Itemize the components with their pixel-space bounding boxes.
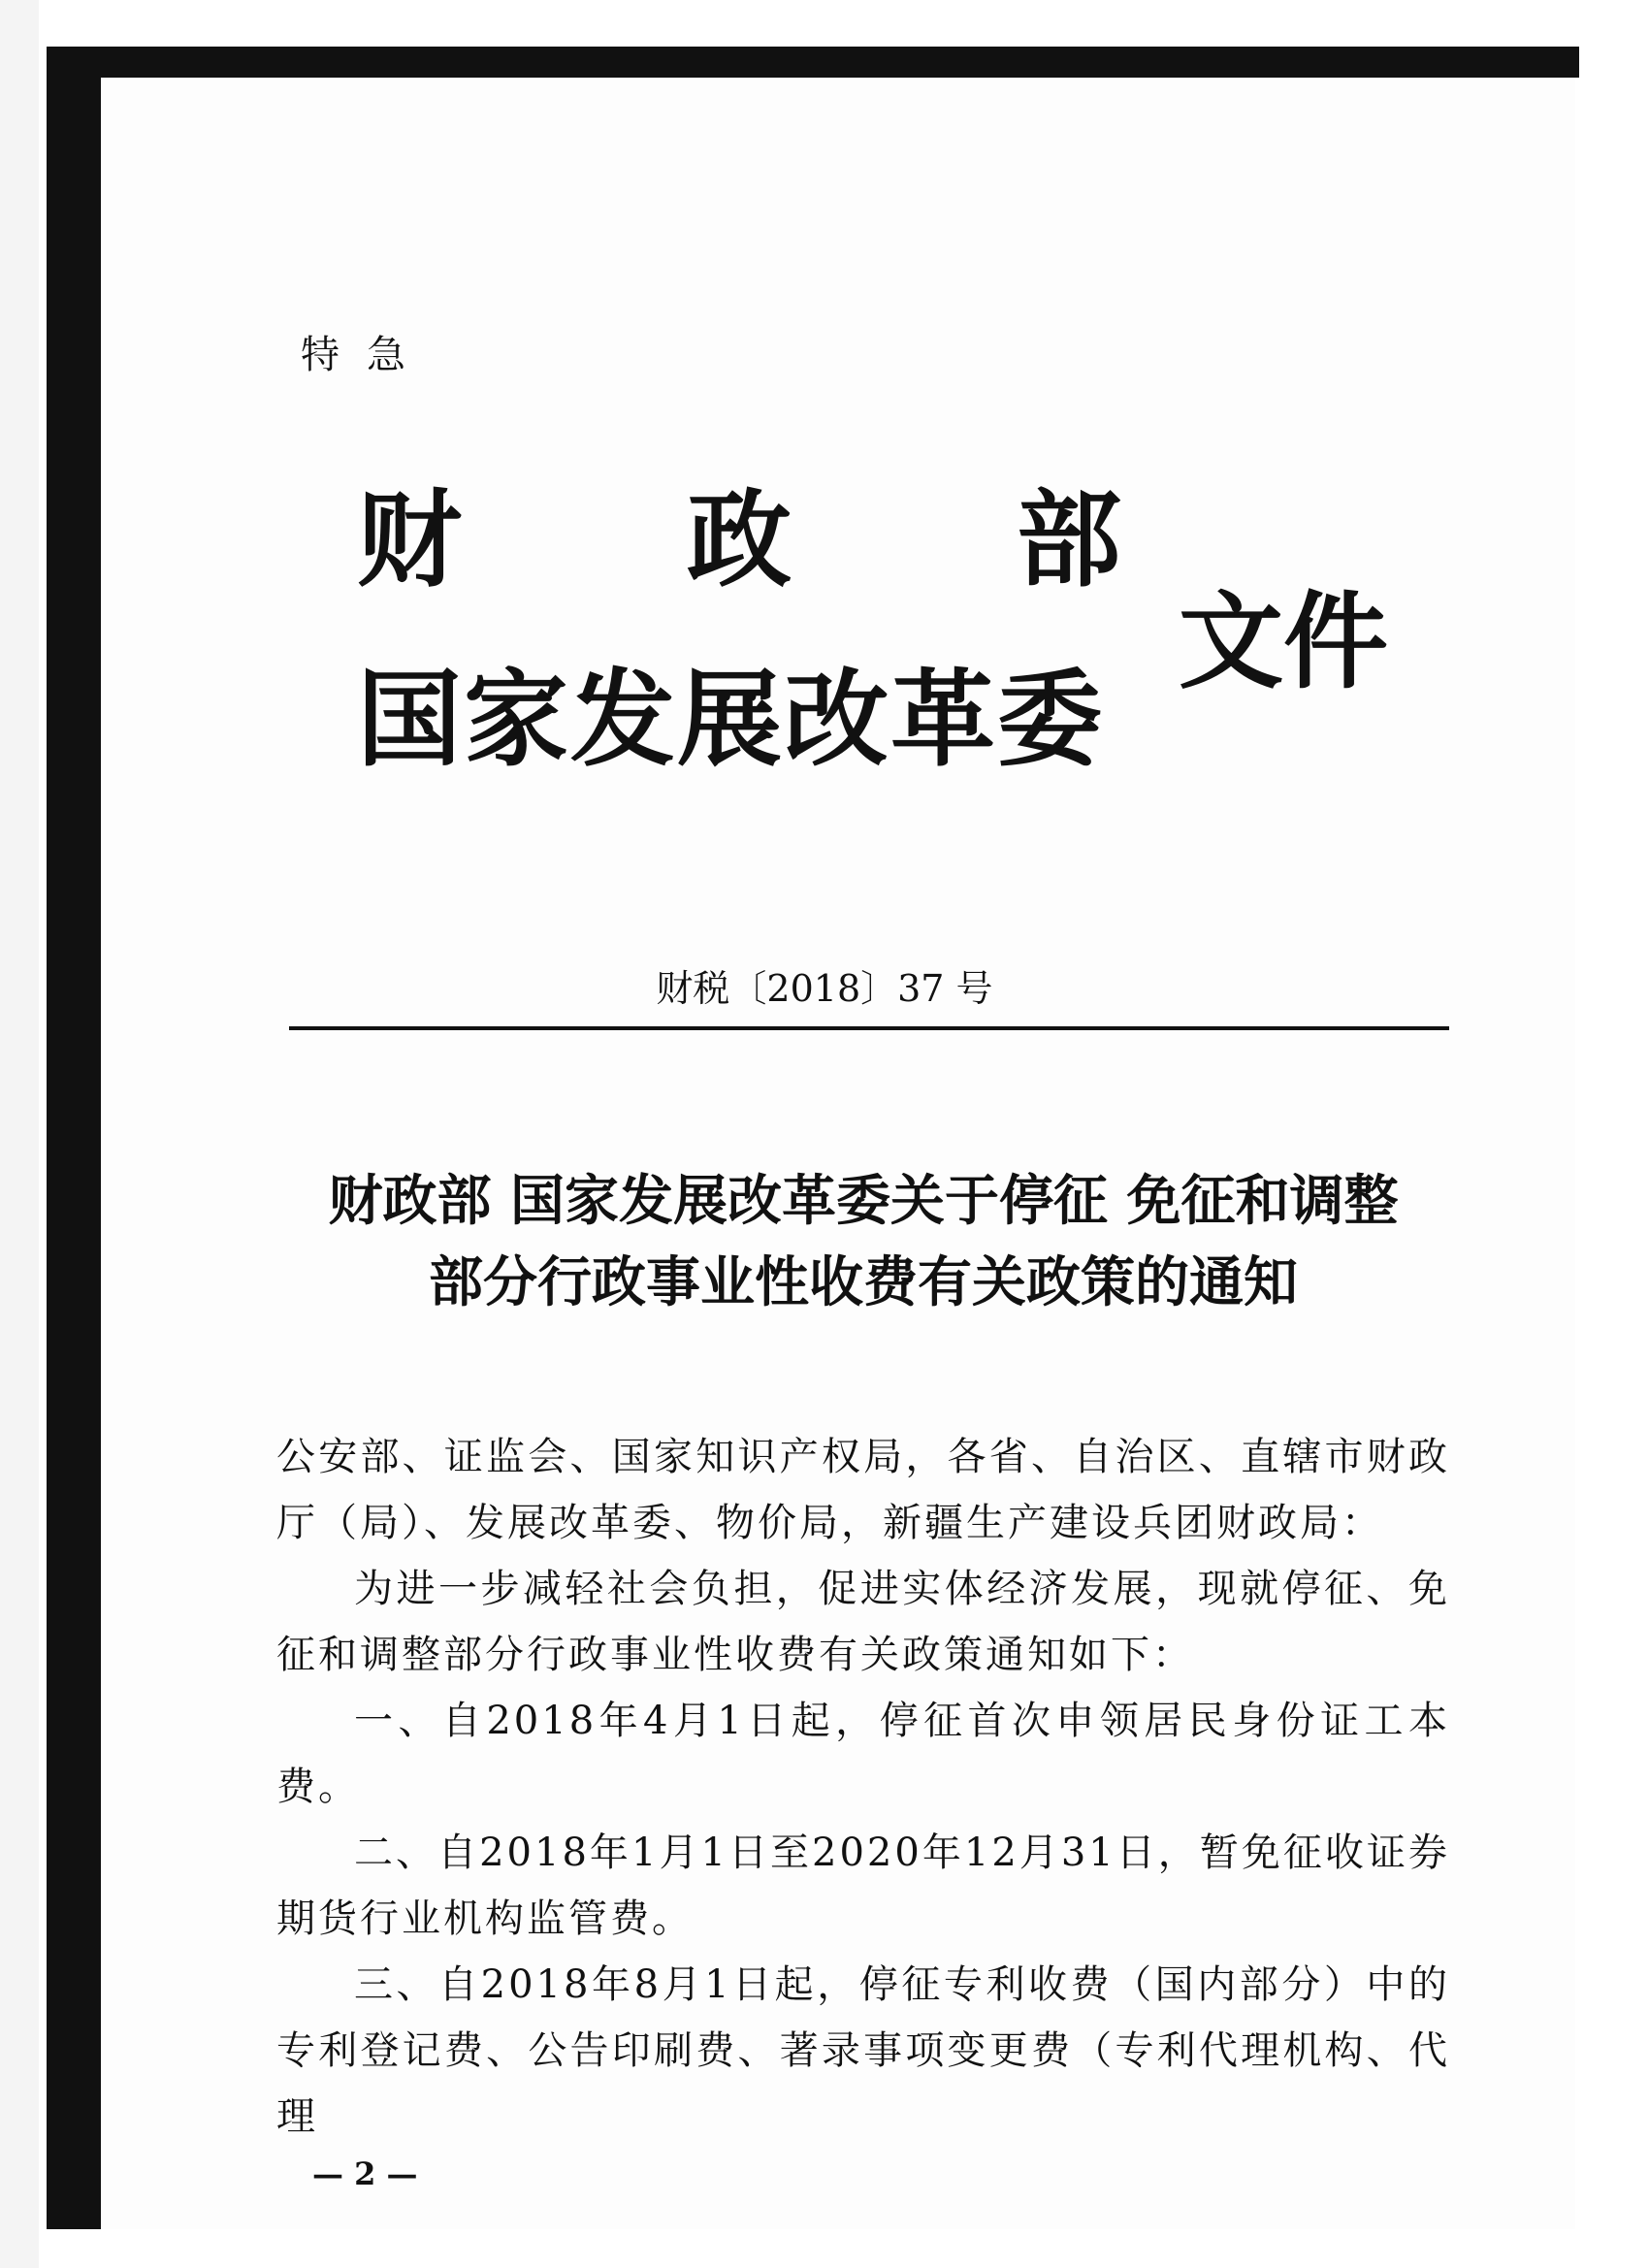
intro-paragraph: 为进一步减轻社会负担，促进实体经济发展，现就停征、免征和调整部分行政事业性收费有关政策通知如下： [276, 1567, 1450, 1677]
issuer-char-3: 部 [1017, 479, 1122, 601]
scan-border-top [47, 47, 1579, 78]
item-1-paragraph: 一、自2018年4月1日起，停征首次申领居民身份证工本费。 [276, 1699, 1450, 1809]
title-line-1: 财政部 国家发展改革委关于停征 免征和调整 [328, 1169, 1399, 1233]
document-title [242, 1160, 1484, 1323]
page-number: — 2 — [312, 2155, 418, 2192]
urgency-label: 特急 [301, 333, 433, 377]
scan-border-left [47, 47, 101, 2229]
scan-edge [0, 0, 39, 2268]
issuer-line-2: 国家发展改革委 [357, 659, 1105, 781]
item-3-paragraph: 三、自2018年8月1日起，停征专利收费（国内部分）中的专利登记费、公告印刷费、著录事项变更费（专利代理机构、代理 [276, 1962, 1450, 2139]
issuer-char-2: 政 [687, 479, 792, 601]
addressees-paragraph: 公安部、证监会、国家知识产权局，各省、自治区、直辖市财政厅（局）、发展改革委、物价局，新疆生产建设兵团财政局： [276, 1435, 1450, 1545]
document-body [276, 1424, 1450, 2150]
document-number: 财税〔2018〕37 号 [656, 967, 993, 1010]
issuer-suffix: 文件 [1179, 581, 1389, 703]
item-2-paragraph: 二、自2018年1月1日至2020年12月31日，暂免征收证券期货行业机构监管费。 [276, 1831, 1450, 1941]
issuer-char-1: 财 [357, 479, 463, 601]
title-line-2: 部分行政事业性收费有关政策的通知 [429, 1250, 1298, 1314]
header-divider [289, 1026, 1449, 1030]
